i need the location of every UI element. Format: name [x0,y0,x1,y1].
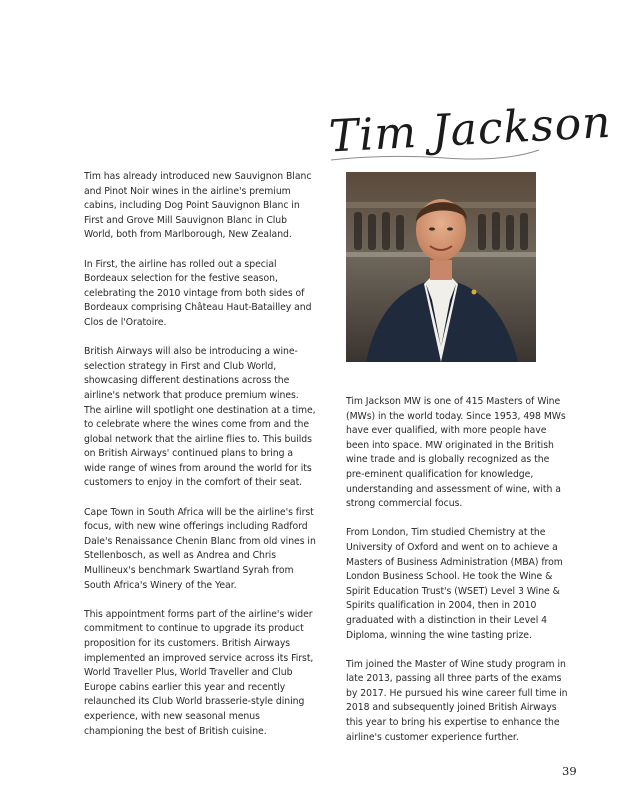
left-paragraph-3: British Airways will also be introducing a wine-selection strategy in First and Club World, showcasing different destinations across the airline's network that produce premium wines. The airline will spotlight one destination at a time, to celebrate where the wines come from and the global network that the airline flies to. This builds on British Airways' continued plans to bring a wide range of wines from around the world for its customers to enjoy in the comfort of their seat. [84,346,316,489]
left-paragraph-1: Tim has already introduced new Sauvignon Blanc and Pinot Noir wines in the airline's premium cabins, including Dog Point Sauvignon Blanc in First and Grove Mill Sauvignon Blanc in Club World, both from Marlborough, New Zealand. [84,171,312,241]
left-paragraph-2: In First, the airline has rolled out a special Bordeaux selection for the festive season, celebrating the 2010 vintage from both sides of Bordeaux comprising Château Haut-Batailley and Clos de l'Oratoire. [84,258,312,328]
left-paragraph-5: This appointment forms part of the airline's wider commitment to continue to upgrade its product proposition for its customers. British Airways implemented an improved service across its First, World Traveller Plus, World Traveller and Club Europe cabins earlier this year and recently relaunched its Club World brasserie-style dining experience, with new seasonal menus championing the best of British cuisine. [84,608,314,737]
right-paragraph-3: Tim joined the Master of Wine study program in late 2013, passing all three parts of the exams by 2017. He pursued his wine career full time in 2018 and subsequently joined British Airways this year to bring his expertise to enhance the airline's customer experience further. [346,658,568,743]
right-paragraph-1: Tim Jackson MW is one of 415 Masters of Wine (MWs) in the world today. Since 1953, 498 MWs have ever qualified, with more people have been into space. MW originated in the British wine trade and is globally recognized as the pre-eminent qualification for knowledge, understanding and assessment of wine, with a strong commercial focus. [346,396,566,510]
right-bio-column [346,395,568,760]
right-paragraph-2: From London, Tim studied Chemistry at the University of Oxford and went on to achieve a Masters of Business Administration (MBA) from London Business School. He took the Wine & Spirit Education Trust's (WSET) Level 3 Wine & Spirits qualification in 2004, then in 2010 graduated with a distinction in their Level 4 Diploma, winning the wine tasting prize. [346,527,563,641]
signature-heading [325,96,613,170]
left-paragraph-4: Cape Town in South Africa will be the airline's first focus, with new wine offerings including Radford Dale's Renaissance Chenin Blanc from old vines in Stellenbosch, as well as Andrea and Chris Mullineux's benchmark Swartland Syrah from South Africa's Winery of the Year. [84,506,316,591]
signature-name: Tim Jackson [327,96,613,163]
page-number: 39 [562,764,577,778]
portrait-photo [346,172,536,362]
left-article-column [84,170,316,754]
